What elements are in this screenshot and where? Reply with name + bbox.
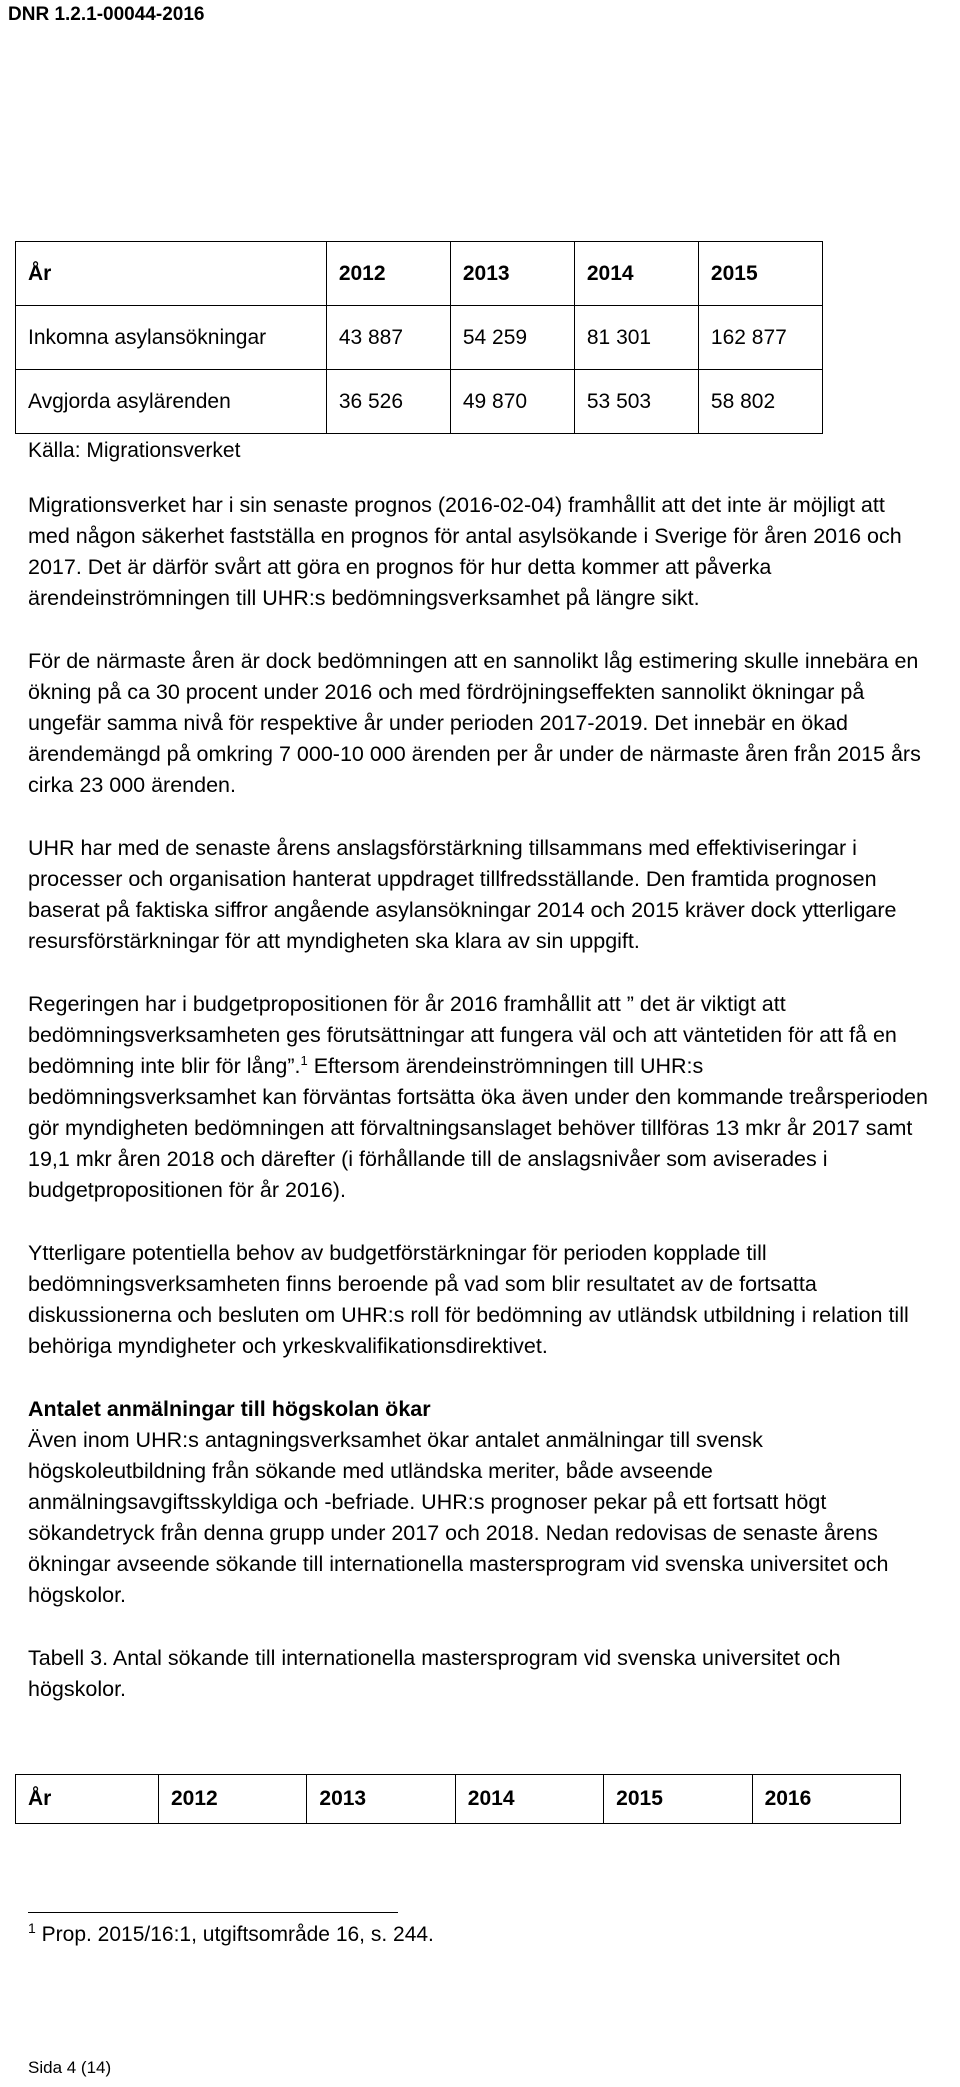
footnote-separator [28, 1912, 398, 1913]
paragraph: UHR har med de senaste årens anslagsförstärkning tillsammans med effektiviseringar i processer och organisation hanterat uppdraget tillfredsställande. Den framtida prognosen baserat på faktiska siffror angående asylansökningar 2014 och 2015 kräver dock ytterligare resursförstärkningar för att myndigheten ska klara av sin uppgift. [28, 836, 897, 953]
page-number: Sida 4 (14) [28, 2058, 112, 2077]
header-cell: År [16, 242, 327, 306]
footnote-marker: 1 [28, 1920, 36, 1936]
footnote-reference[interactable]: 1 [300, 1052, 308, 1068]
table-header-row [16, 242, 823, 306]
table-cell: 162 877 [698, 306, 822, 370]
header-cell: 2012 [159, 1775, 307, 1824]
section-heading: Antalet anmälningar till högskolan ökar [28, 1397, 431, 1421]
header-cell: 2013 [307, 1775, 455, 1824]
paragraph-text: Regeringen har i budgetpropositionen för år 2016 framhållit att ” det är viktigt att bedömningsverksamheten ges förutsättningar att fungera väl och att väntetiden för att få en bedömning inte blir för lång”. [28, 992, 897, 1078]
paragraph [28, 989, 928, 1206]
footnote-text: Prop. 2015/16:1, utgiftsområde 16, s. 244. [41, 1923, 434, 1946]
table-cell: 36 526 [326, 370, 450, 434]
table-row [16, 306, 823, 370]
table-header-row [16, 1775, 901, 1824]
asylum-statistics-table [15, 241, 823, 434]
header-cell: 2015 [698, 242, 822, 306]
row-label: Inkomna asylansökningar [16, 306, 327, 370]
table-cell: 53 503 [574, 370, 698, 434]
document-id: DNR 1.2.1-00044-2016 [8, 4, 205, 25]
table-cell: 43 887 [326, 306, 450, 370]
table-caption: Tabell 3. Antal sökande till internationella mastersprogram vid svenska universitet och högskolor. [28, 1646, 841, 1701]
table-cell: 49 870 [450, 370, 574, 434]
header-cell: 2013 [450, 242, 574, 306]
header-cell: 2016 [752, 1775, 900, 1824]
document-body [28, 490, 928, 1737]
table-source: Källa: Migrationsverket [28, 439, 241, 462]
table-row [16, 370, 823, 434]
paragraph-text: Eftersom ärendeinströmningen till UHR:s bedömningsverksamhet kan förväntas fortsätta öka även under den kommande treårsperioden gör myndigheten bedömningen att förvaltningsanslaget behöver tillföras 13 mkr år 2017 samt 19,1 mkr åren 2018 och därefter (i förhållande till de anslagsnivåer som aviserades i budgetpropositionen för år 2016). [28, 1054, 928, 1202]
header-cell: 2014 [574, 242, 698, 306]
header-cell: 2014 [455, 1775, 603, 1824]
header-cell: 2015 [604, 1775, 752, 1824]
table-cell: 58 802 [698, 370, 822, 434]
paragraph: För de närmaste åren är dock bedömningen att en sannolikt låg estimering skulle innebära en ökning på ca 30 procent under 2016 och med fördröjningseffekten sannolikt ökningar på ungefär samma nivå för respektive år under perioden 2017-2019. Det innebär en ökad ärendemängd på omkring 7 000-10 000 ärenden per år under de närmaste åren från 2015 års cirka 23 000 ärenden. [28, 649, 921, 797]
footnote [28, 1920, 434, 1950]
row-label: Avgjorda asylärenden [16, 370, 327, 434]
masters-applicants-table [15, 1774, 901, 1824]
paragraph: Migrationsverket har i sin senaste prognos (2016-02-04) framhållit att det inte är möjligt att med någon säkerhet fastställa en prognos för antal asylsökande i Sverige för åren 2016 och 2017. Det är därför svårt att göra en prognos för hur detta kommer att påverka ärendeinströmningen till UHR:s bedömningsverksamhet på längre sikt. [28, 493, 902, 610]
header-cell: 2012 [326, 242, 450, 306]
table-cell: 54 259 [450, 306, 574, 370]
header-cell: År [16, 1775, 159, 1824]
paragraph: Även inom UHR:s antagningsverksamhet ökar antalet anmälningar till svensk högskoleutbildning från sökande med utländska meriter, både avseende anmälningsavgiftsskyldiga och -befriade. UHR:s prognoser pekar på ett fortsatt högt sökandetryck från denna grupp under 2017 och 2018. Nedan redovisas de senaste årens ökningar avseende sökande till internationella mastersprogram vid svenska universitet och högskolor. [28, 1428, 889, 1607]
table-cell: 81 301 [574, 306, 698, 370]
paragraph: Ytterligare potentiella behov av budgetförstärkningar för perioden kopplade till bedömningsverksamheten finns beroende på vad som blir resultatet av de fortsatta diskussionerna och besluten om UHR:s roll för bedömning av utländsk utbildning i relation till behöriga myndigheter och yrkeskvalifikationsdirektivet. [28, 1241, 909, 1358]
